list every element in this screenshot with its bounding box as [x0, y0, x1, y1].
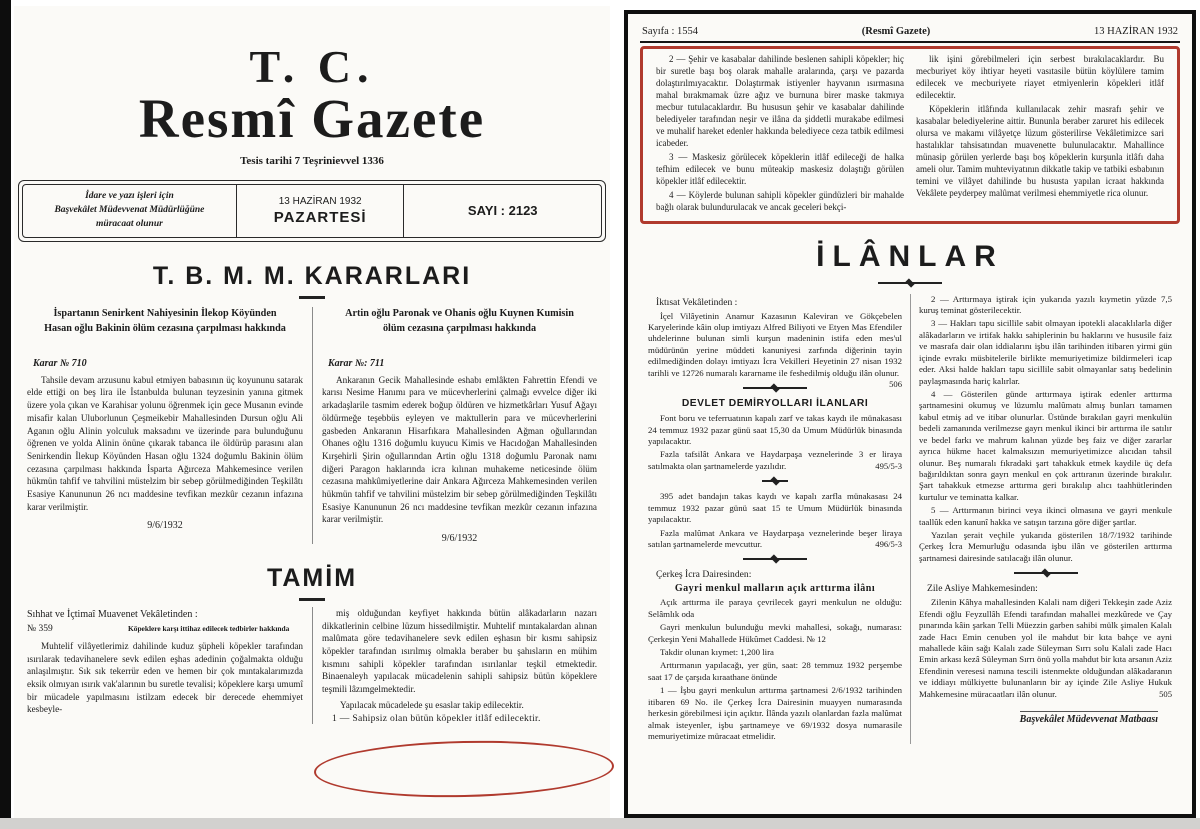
- red-box-right-column: [910, 54, 1170, 216]
- tamim-columns: [18, 607, 606, 724]
- iktisat-text: İçel Vilâyetinin Anamur Kazasının Kaleviran ve Gökçebelen Karyelerinde kâin olup imtiyazı Alfred Biliyoti ve Etyen Mas Efendiler uhdelerinne bulunan simli kurşun madeninin istifa eden mes'ul müdürünün yerine müddeti kanuniyesi zarfında diğerinin tayin edilmediğinden dolayı imtiyazı İcra Vekilleri Heyetinin 27 nisan 1932 tarihli ve 12726 numaralı kararname ile feshedilmiş olduğu ilân olunur.: [648, 310, 902, 378]
- tamim-item-2: 2 — Şehir ve kasabalar dahilinde beslenen sahipli köpekler; hiç bir suretle başı boş olarak mahalle aralarında, çarşı ve pazarda dolaştırılmıyacaktır. Dolaştırmak istiyenler hayvanın ısırmasına mahal bırakmamak üzre ağız ve burnuna birer maske takmıya mecbur tutulacaklardır. Bu hususun şehir ve kasabalar dahilinde belediyeler tarafından neşir ve ilâna da şiddetli murakabe edilmesi ve muhalif hareket edenler hakkında belediyece ceza tatbik edilmesi icabeder.: [656, 54, 904, 148]
- tamim-heading: TAMİM: [266, 564, 358, 592]
- karar-710-title: İspartanın Senirkent Nahiyesinin İlekop Köyünden Hasan oğlu Bakinin ölüm cezasına çarpılması hakkında: [44, 307, 286, 334]
- info-box-issue: [404, 185, 601, 237]
- tamim-right-column: [312, 607, 606, 724]
- tamim-subject: Köpeklere karşı ittihaz edilecek tedbirler hakkında: [128, 624, 290, 634]
- notice-ref: 496/5-3: [875, 538, 902, 549]
- kararlar-columns: [18, 307, 606, 544]
- arttirma-final: Yazılan şerait veçhile yukarıda gösterilen 18/7/1932 tarihinde Çerkeş İcra Memurluğu odasında işbu ilân ve gösterilen arttırma şartnamesi dairesinde satılacağı ilân olunur.: [919, 530, 1172, 563]
- ornament-divider: [743, 384, 807, 393]
- issue-number: SAYI : 2123: [467, 203, 538, 219]
- masthead-founded-date: Tesis tarihi 7 Teşrinievvel 1336: [240, 154, 384, 167]
- scan-left-edge: [0, 0, 11, 819]
- admin-line-1: İdare ve yazı işleri için: [85, 191, 174, 202]
- tamim-body-left: Muhtelif vilâyetlerimiz dahilinde kuduz şüpheli köpekler tarafından ısırılarak tedavihanelere sevk edilen eşhas adedinin çoğalmakta olduğu anlaşılmıştır. Sık sık tekerrür eden ve hemen bir çok mıntakalarımızda eksik olmıyan ısırık vak'alarının bu suretle tevalisi; köpeklere karşı umumî bir mücadele yapılmasını istilzam edecek bir derecede ehemmiyet kesbeyle-: [27, 641, 303, 715]
- page-header: [640, 24, 1180, 43]
- tamim-number-row: [27, 624, 303, 634]
- iktisat-body: [648, 310, 902, 390]
- info-box: [18, 180, 606, 242]
- cerkes-p4: Arttırmanın yapılacağı, yer gün, saat: 28 temmuz 1932 perşembe saat 17 de çarşıda kıraathane önünde: [648, 660, 902, 682]
- issue-date: 13 HAZİRAN 1932: [278, 195, 362, 207]
- tamim-left-column: [18, 607, 312, 724]
- cerkes-p3: Takdir olunan kıymet: 1,200 lira: [660, 647, 774, 658]
- arttirma-item-2: 2 — Arttırmaya iştirak için yukarıda yazılı kıymetin yüzde 7,5 kuruş teminat gösterilecektir.: [919, 293, 1172, 316]
- red-circle-annotation: [313, 738, 614, 800]
- issue-day: PAZARTESİ: [273, 208, 367, 226]
- admin-line-3: müracaat olunur: [96, 218, 163, 229]
- scan-bottom-edge: [0, 818, 1200, 829]
- demiryollari-p4-text: Fazla malûmat Ankara ve Haydarpaşa veznelerinde beşer liraya satılan şartnamelerde mevcuttur.: [648, 527, 902, 549]
- imprint-text: Başvekâlet Müdevvenat Matbaası: [1020, 711, 1158, 725]
- cerkes-p2: Gayri menkulun bulunduğu mevki mahallesi, sokağı, numarası: Çerkeşin Yeni Mahallede Hükûmet Caddesi. № 12: [648, 622, 902, 644]
- heading-rule: [299, 296, 325, 299]
- tamim-item-3: 3 — Maskesiz görülecek köpeklerin itlâf edileceği de halka tefhim edilecek ve bunu müteakip maskesiz dolaştığı görülen köpekler itlâf edilecektir.: [656, 151, 904, 186]
- red-box-annotation: [640, 46, 1180, 224]
- red-box-left-column: [650, 54, 910, 216]
- ornament-divider: [878, 279, 942, 288]
- gazette-right-page: [624, 10, 1196, 818]
- imprint: [919, 714, 1172, 725]
- karar-711-title: Artin oğlu Paronak ve Ohanis oğlu Kuynen Kumisin ölüm cezasına çarpılması hakkında: [345, 307, 574, 334]
- admin-line-2: Başvekâlet Müdevvenat Müdürlüğüne: [54, 204, 205, 215]
- arttirma-item-4: 4 — Gösterilen günde arttırmaya iştirak edenler arttırma şartnamesini okumuş ve lüzumlu malûmatı almış bunları tamamen kabul etmiş ad ve itibar olunurlar. Üstünde bırakılan gayri menkulün bedeli zamanında verilmezse gayrı menkul ikinci bir arttırma ile satılır ve bedel farkı ve mahrum kalınan yüzde beş faiz ve diğer zararlar ayrıca hükme hacet kalmaksızın memuriyetimizce alıcıdan tahsil olunur. Beş numaralı fıkradaki şart tahakkuk etmek kaydile üç defa bağırıldıktan sonra gayrı menkul en çok arttıranın üzerinde bırakılır. Şart tahakkuk etmezse arttırma geri bırakılıp alıcı taahhütlerinden kurtulur ve teminatta kalkar.: [919, 388, 1172, 502]
- kararlar-heading: T. B. M. M. KARARLARI: [152, 261, 472, 290]
- karar-711-date: 9/6/1932: [441, 533, 478, 544]
- gazette-left-page: [14, 6, 610, 818]
- arttirma-item-5: 5 — Arttırmanın birinci veya ikinci olmasına ve gayri menkule taallûk eden kanunî hakka ve satışın tarzına göre diğer şartlar.: [919, 505, 1172, 527]
- cerkes-issuer: Çerkeş İcra Dairesinden:: [656, 569, 752, 581]
- demiryollari-p2: [648, 449, 902, 472]
- arttirma-item-3: 3 — Hakları tapu sicillile sabit olmayan ipotekli alacaklılarla diğer alâkadarların ve irtifak hakkı sahiplerinin bu haklarını ve hususile faiz ve masrafa dair olan iddialarını işbu ilân tarihinden itibaren yirmi gün içinde evrakı müsbitelerile birlikte memuriyetimize bildirmeleri icap eder. Aksi halde hakları tapu sicillile sabit olmayanlar satış bedelinin paylaşmasında hariç kalırlar.: [919, 318, 1172, 386]
- demiryollari-heading: DEVLET DEMİRYOLLARI İLANLARI: [681, 398, 869, 410]
- tamim-body-right: miş olduğundan keyfiyet hakkında bütün alâkadarların nazarı dikkatlerinin celbine lüzum hissedilmiştir. Muhtelif mıntakalardan alınan malûmata göre tedavihanelere sevk edilen eşhasın bir kısmı sahipsiz köpekler tarafından ısırılmış olmakla beraber bu şahısların en mühim kısmını sahipli köpekler tarafından ısırılanlar teşkil etmektedir. Binaenaleyh yapılacak mücadelenin sahipli sahipsiz bütün köpeklere teşmili lâzımgelmektedir.: [322, 608, 597, 695]
- page-number: Sayıfa : 1554: [642, 26, 698, 37]
- notice-ref: 495/5-3: [875, 460, 902, 471]
- zile-issuer: Zile Asliye Mahkemesinden:: [927, 583, 1038, 595]
- karar-710-body: Tahsile devam arzusunu kabul etmiyen babasının üç koyununu satarak elde ettiği on beş lira ile İstanbulda bulunan teyzesinin yanına gitmek üzere yola çıkan ve Karahisar yolunu öğrenmek için gece Musanın evinde misafir kalan Uluborlunun Çeşmeikebir Mahallesinden Dursun oğlu Ali Aganın oğlu Alinin yolculuk maksadını ve üzerinde para bulunduğunu öğrenen ve yolda Alinin önüne çıkarak tabanca ile öldürüp parasını alan Senirkendin İlekup Köyünden Hasan oğlu 1324 doğumlu Bakinin ölüm cezasına çarpılması hakkında İsparta Ağırceza Mahkemesince verilen hükmün tahfif ve tahvilini müstelzim bir sebep görülmediğinden Teşkilâtı Esasiye Kanununun 26 ncı maddesine tevfikan mezkûr cezanın infazına karar verilmiştir.: [27, 374, 303, 512]
- karar-710-date: 9/6/1932: [147, 520, 183, 532]
- karar-711-column: [312, 307, 606, 544]
- tamim-crossed-line: Yapılacak mücadelede şu esaslar takip edilecektir.: [340, 699, 524, 710]
- demiryollari-p2-text: Fazla tafsilât Ankara ve Haydarpaşa veznelerinde 3 er liraya satılmakta olan şartnamelerde yazılıdır.: [648, 449, 902, 471]
- tamim-item-4: 4 — Köylerde bulunan sahipli köpekler gündüzleri bir mahalde bağlı olarak bulundurulacak ve ancak geceleri bekçi-: [656, 189, 904, 212]
- info-box-admin: [23, 185, 237, 237]
- karar-710-number: Karar № 710: [33, 357, 87, 369]
- page-header-date: 13 HAZİRAN 1932: [1093, 26, 1178, 37]
- cerkes-p5: 1 — İşbu gayri menkulun arttırma şartnamesi 2/6/1932 tarihinden itibaren 69 No. ile Çerkeş İcra Dairesinin muayyen numarasında herkesin görebilmesi için açıktır. İlânda yazılı olanlardan fazla malûmat almak isteyenler, işbu şartnameye ve 69/1932 dosya numarasile memuriyetimize müracaat etmelidir.: [648, 685, 902, 741]
- masthead-tc: T. C.: [249, 41, 375, 92]
- zile-body: [919, 597, 1172, 700]
- notice-ref: 505: [1159, 688, 1172, 699]
- heading-rule: [299, 598, 325, 601]
- ornament-divider: [743, 555, 807, 564]
- tamim-issuer: Sıhhat ve İçtimaî Muavenet Vekâletinden :: [27, 609, 198, 620]
- tamim-closing: Köpeklerin itlâfında kullanılacak zehir masrafı şehir ve kasabalar belediyelerine aittir. Bununla beraber zaruret his edilecek olursa ve makamı vilâyetçe lüzum gösterilirse Vekâletimizce sari hastalıklar tahsisatından muavenette bulunulacaktır. Mahallince münasip görülen yerlerde başı boş köpeklerin kurşunla itlâfı daha ameli olur. Tamim muhteviyatının dikkatle takip ve tatbiki esbabının temini ve vilâyet dahilinde bu hususta yapılan icraat hakkında Vekâlete peyderpey malûmat verilmesi ehemmiyetle rica olunur.: [916, 103, 1164, 198]
- ilanlar-left-column: [640, 294, 910, 745]
- ilanlar-columns: [640, 294, 1180, 745]
- masthead: [18, 6, 606, 167]
- demiryollari-p4: [648, 528, 902, 551]
- masthead-title: Resmî Gazete: [138, 88, 486, 149]
- notice-ref: 506: [889, 379, 902, 390]
- karar-711-body: Ankaranın Gecik Mahallesinde eshabı emlâkten Fahrettin Efendi ve karısı Nesime Hanımı para ve mücevherlerini çalmağı evvelce diğer iki arkadaşlarile tasmim ederek boğup öldüren ve hizmetkârları Yusuf Ağayı öldürmeğe teşebbüs eyleyen ve maktullerin para ve mücevherlerini gasbeden Ankaranın Hisarfıkara Mahallesinden Ağman oğullarından Ohanes oğlu 1316 doğumlu kuyucu Kimis ve Hacıdoğan Mahallesinden Kırşehirli Şirin oğullarından Artin oğlu 1318 doğumlu Paronak namı diğeri Paragon haklarında icra kılınan muhakeme neticesinde ölüm cezasına mahkûmiyetlerine dair Ankara Ağırceza Mahkemesinden verilen hükmün tahfif ve tahvilini müstelzim bir sebep görülmediğinden Teşkilâtı Esasiye Kanununun 26 ncı maddesine tevfikan mezkûr cezanın infazına karar verilmiştir.: [322, 374, 597, 525]
- ilanlar-heading: İLÂNLAR: [816, 239, 1004, 273]
- ornament-divider-small: [762, 477, 788, 486]
- ornament-divider: [1014, 569, 1078, 578]
- cerkes-p1: Açık arttırma ile paraya çevrilecek gayri menkulun ne olduğu: Selâmlık oda: [648, 597, 902, 619]
- demiryollari-p3: 395 adet bandajın takas kaydı ve kapalı zarfla münakasası 24 temmuz 1932 pazar günü saat 15 te Umum Müdürlük binasında yapılacaktır.: [648, 491, 902, 525]
- tamim-item-4-cont: lik işini görebilmeleri için serbest bırakılacaklardır. Bu mecburiyet köy ihtiyar heyeti vasıtasile bütün köylülere tamim edilecek ve mecburiyete riayet etmiyenlerin köpekleri itlâf edilecektir.: [916, 54, 1164, 100]
- karar-711-number: Karar №: 711: [328, 357, 385, 369]
- cerkes-title: Gayri menkul malların açık arttırma ilânı: [674, 583, 876, 595]
- zile-text: Zilenin Kâhya mahallesinden Kalali nam diğeri Tekkeşin zade Aziz Efendi oğlu Feyzullâh Efendi tarafından mahallei mezkûrede ve Çay pınarında kâin şarkan Telli Müezzin garben sahibi mülk şimalen Kalalı zade Hacı Emin cenuben yol ile mahdut bir kıta bahçe ve ayni mahallede kâin sağı Kalalı zade Süleyman Sırrı solu Kalali zade Hacı Emin arkası kezâ Süleyman Sırrı önü yolla mahdut bir kıta arsanın Aziz Efendinin veresesi namına tescili istenmekte olduğundan alâkadaranın ve iddiayı mülkiyette bulunanların bir ay içinde Zile Asliye Hukuk Mahkemesine müracaatları ilân olunur.: [919, 597, 1172, 699]
- iktisat-issuer: İktısat Vekâletinden :: [656, 296, 738, 308]
- info-box-date: [237, 185, 405, 237]
- page-header-title: (Resmî Gazete): [861, 26, 931, 37]
- info-box-inner: [22, 184, 602, 238]
- tamim-number: № 359: [27, 624, 53, 634]
- demiryollari-p1: Font boru ve teferruatının kapalı zarf ve takas kaydı ile münakasası 24 temmuz 1932 pazar günü saat 15,30 da Umum Müdürlük binasında yapılacaktır.: [648, 413, 902, 446]
- karar-710-column: [18, 307, 312, 544]
- tamim-circled-line: 1 — Sahipsiz olan bütün köpekler itlâf edilecektir.: [332, 712, 541, 724]
- ilanlar-right-column: [910, 294, 1180, 745]
